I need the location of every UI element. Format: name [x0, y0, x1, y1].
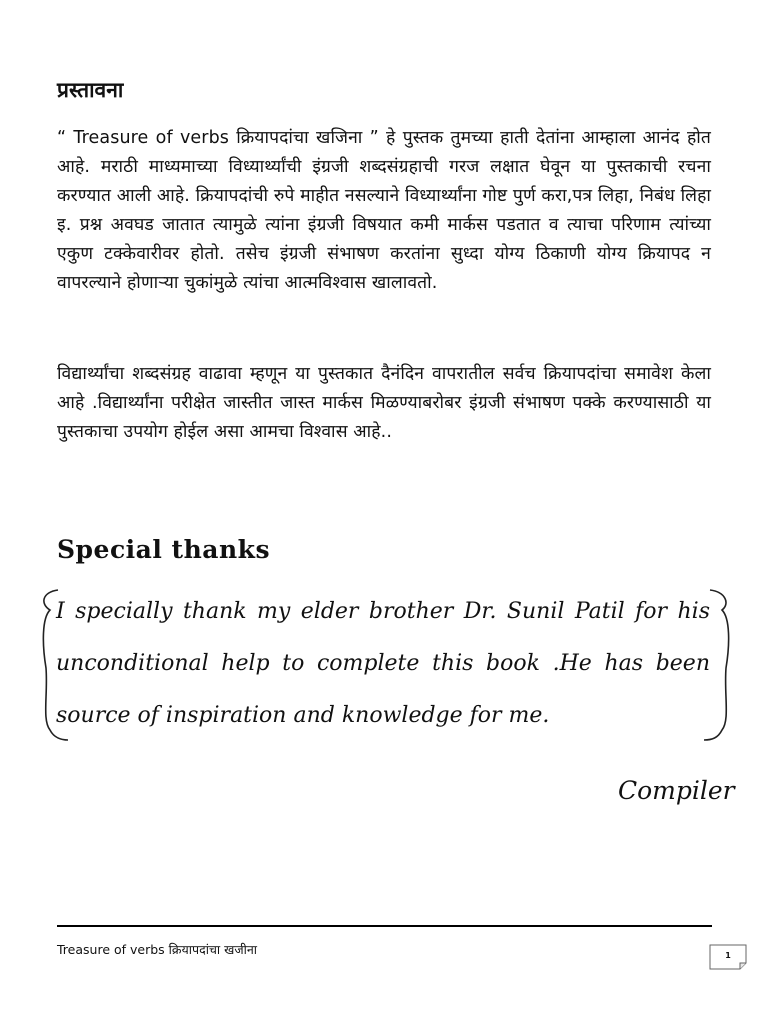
page-number-badge [709, 944, 747, 970]
signature-compiler: Compiler [618, 776, 735, 805]
intro-paragraph-1: “ Treasure of verbs क्रियापदांचा खजिना ” हे पुस्तक तुमच्या हाती देतांना आम्हाला आनंद होत आहे. मराठी माध्यमाच्या विध्यार्थ्यांची इंग्रजी शब्दसंग्रहाची गरज लक्षात घेवून या पुस्तकाची रचना करण्यात आली आहे. क्रियापदांची रुपे माहीत नसल्याने विध्यार्थ्यांना गोष्ट पुर्ण करा,पत्र लिहा, निबंध लिहा इ. प्रश्न अवघड जातात त्यामुळे त्यांना इंग्रजी विषयात कमी मार्कस पडतात व त्याचा परिणाम त्यांच्या एकुण टक्केवारीवर होतो. तसेच इंग्रजी संभाषण करतांना सुध्दा योग्य ठिकाणी योग्य क्रियापद न वापरल्याने होणाऱ्या चुकांमुळे त्यांचा आत्मविश्वास खालावतो. [57, 128, 711, 293]
special-thanks-title: Special thanks [57, 535, 271, 564]
special-thanks-text: I specially thank my elder brother Dr. Sunil Patil for his unconditional help to complete this book .He has been source of inspiration and knowledge for me. [56, 599, 710, 728]
footer-title: Treasure of verbs क्रियापदांचा खजीना [57, 942, 258, 957]
page-number: 1 [725, 951, 731, 960]
footer-divider [57, 925, 712, 927]
page-heading: प्रस्तावना [57, 78, 124, 102]
intro-paragraph-2: विद्यार्थ्यांचा शब्दसंग्रह वाढावा म्हणून या पुस्तकात दैनंदिन वापरातील सर्वच क्रियापदांचा समावेश केला आहे .विद्यार्थ्यांना परीक्षेत जास्तीत जास्त मार्कस मिळण्याबरोबर इंग्रजी संभाषण पक्के करण्यासाठी या पुस्तकाचा उपयोग होईल असा आमचा विश्वास आहे.. [57, 364, 711, 442]
